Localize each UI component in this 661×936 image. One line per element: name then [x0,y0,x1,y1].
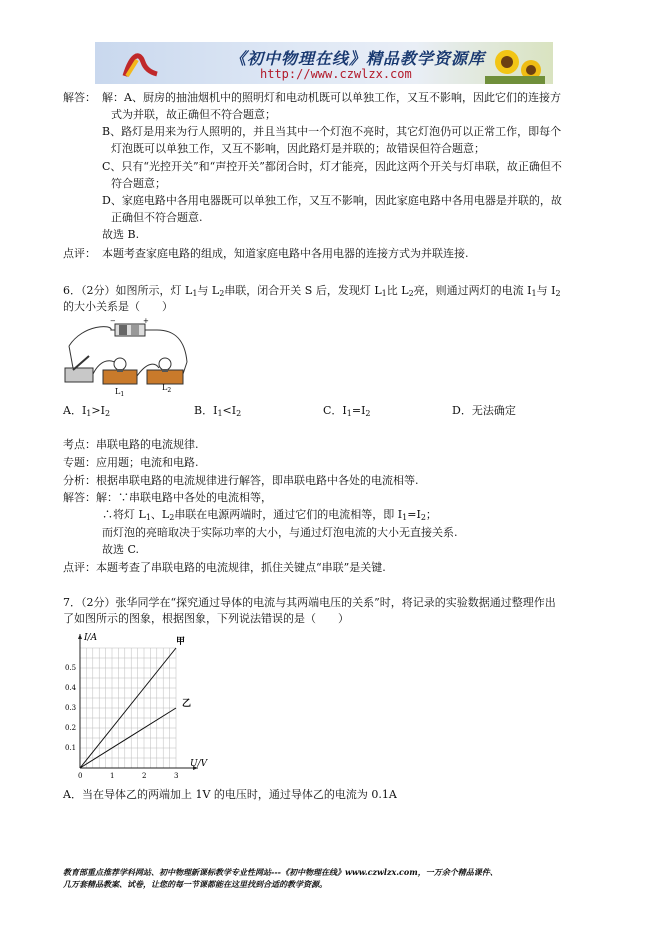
y-tick-label: 0.2 [65,724,77,732]
q6-dianping: 点评：本题考查了串联电路的电流规律，抓住关键点“串联”是关键. [63,561,386,574]
q6-jieda-3: 而灯泡的亮暗取决于实际功率的大小，与通过灯泡电流的大小无直接关系. [102,526,458,539]
q6-circuit-figure [63,314,198,396]
x-tick-label: 0 [78,772,83,780]
jieda-label: 解答： [63,91,96,104]
sunflower-icon [485,44,545,84]
q5-solution-line: D、家庭电路中各用电器既可以单独工作，又互不影响，因此家庭电路中各用电器是并联的，故 [102,194,562,207]
footer-line-2: 几万套精品教案、试卷，让您的每一节课都能在这里找到合适的教学资源。 [63,879,327,889]
q5-solution-line: 故选 B. [102,228,140,241]
q5-solution-line: C、只有“光控开关”和“声控开关”都闭合时，灯才能亮，因此这两个开关与灯串联，故正确但不 [102,160,562,173]
q5-dianping: 本题考查家庭电路的组成，知道家庭电路中各用电器的连接方式为并联连接. [102,247,469,260]
q5-solution-line: 符合题意； [111,177,166,190]
series-label: 甲 [176,637,186,647]
lamp-l2-icon [147,358,183,384]
y-axis-arrow [78,634,82,639]
y-axis-label: I/A [84,633,98,643]
q6-zhuanti: 专题：应用题；电流和电路. [63,456,199,469]
q5-solution-line: 式为并联，故正确但不符合题意； [111,108,276,121]
banner-title: 《初中物理在线》精品教学资源库 [230,49,486,68]
q6-stem: 6．（2分）如图所示，灯 $L_1$与 $L_2$串联，闭合开关 S 后，发现灯 $L_1$比 $L_2$亮，则通过两灯的电流 $I_1$与 $I_2$ [63,284,561,298]
fig-label-l2: $L_2$ [162,383,172,394]
q5-solution-line: 解：A、厨房的抽油烟机中的照明灯和电动机既可以单独工作，又互不影响，因此它们的连接方 [102,91,561,104]
page-footer [63,866,603,890]
q6-option-c[interactable]: C．$I_1=I_2$ [323,404,371,418]
q5-solution-line: 灯泡既可以单独工作，又互不影响，因此路灯是并联的；故错误但符合题意； [111,142,485,155]
header-banner [95,42,553,84]
q6-option-d[interactable]: D．无法确定 [452,404,516,417]
q6-stem-line2: 的大小关系是（ ） [63,300,173,313]
y-tick-label: 0.5 [65,664,77,672]
q6-fenxi: 分析：根据串联电路的电流规律进行解答，即串联电路中各处的电流相等. [63,474,419,487]
q7-iu-chart [60,628,220,784]
q5-solution-line: B、路灯是用来为行人照明的，并且当其中一个灯泡不亮时，其它灯泡仍可以正常工作，即每个 [102,125,562,138]
x-tick-label: 2 [142,772,147,780]
switch-icon [65,356,93,382]
q6-option-b[interactable]: B．$I_1<I_2$ [194,404,242,418]
x-axis-label: U/V [190,759,208,769]
q6-jieda-4: 故选 C. [102,543,140,556]
x-tick-label: 1 [110,772,115,780]
q5-solution-line: 正确但不符合题意. [111,211,203,224]
banner-url[interactable]: http://www.czwlzx.com [260,67,412,81]
battery-minus-label: − [110,317,116,325]
q6-option-a[interactable]: A．$I_1>I_2$ [63,404,111,418]
series-label: 乙 [182,699,192,709]
fig-label-l1: $L_1$ [115,387,125,396]
q7-stem-1: 7．（2分）张华同学在“探究通过导体的电流与其两端电压的关系”时，将记录的实验数据通过整理作出 [63,596,556,609]
x-tick-label: 3 [174,772,179,780]
y-tick-label: 0.3 [65,704,77,712]
y-tick-label: 0.4 [65,684,77,692]
y-tick-label: 0.1 [65,744,77,752]
battery-plus-label: + [143,317,149,325]
q7-option-a[interactable]: A．当在导体乙的两端加上 1V 的电压时，通过导体乙的电流为 0.1A [63,788,397,801]
battery-icon [115,324,145,336]
q6-jieda-1: 解答：解：∵串联电路中各处的电流相等， [63,491,272,504]
q7-stem-2: 了如图所示的图象，根据图象，下列说法错误的是（ ） [63,612,349,625]
footer-line-1: 教育部重点推荐学科网站、初中物理新课标教学专业性网站---《初中物理在线》www.czwlzx.com，一万余个精品课件、 [63,867,498,877]
lamp-l1-icon [103,358,137,384]
q6-kaodian: 考点：串联电路的电流规律. [63,438,199,451]
dianping-label: 点评： [63,247,96,260]
site-logo-icon [121,48,161,80]
q6-jieda-2: ∴将灯 $L_1$、$L_2$串联在电源两端时，通过它们的电流相等，即 $I_1=I_2$； [102,508,437,522]
